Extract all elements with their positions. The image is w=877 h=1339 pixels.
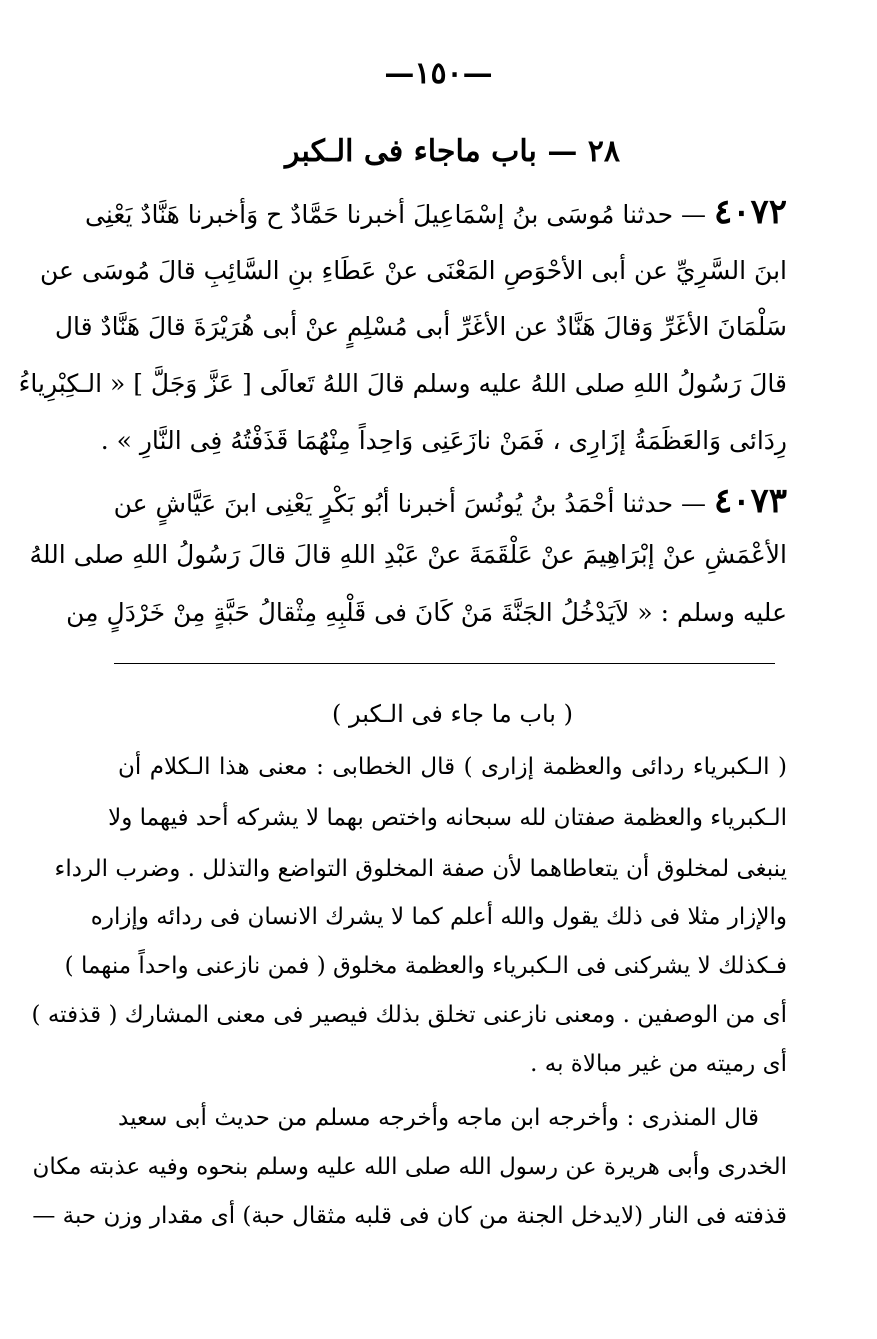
page-number: —١٥٠— [384,56,493,91]
hadith-line: سَلْمَانَ الأغَرِّ وَقالَ هَنَّادٌ عن الأغَرِّ أبى مُسْلِمٍ عنْ أبى هُرَيْرَةَ قالَ هَنَّادٌ قال [54,312,787,341]
chapter-title: باب ماجاء فى الـكبر [285,134,537,169]
commentary-line: والإزار مثلا فى ذلك يقول والله أعلم كما لا يشرك الانسان فى ردائه وإزاره [90,904,787,930]
commentary-title: ( باب ما جاء فى الـكبر ) [332,700,573,728]
hadith-dash: — [681,200,706,229]
commentary-line: قال المنذرى : وأخرجه ابن ماجه وأخرجه مسلم من حديث أبى سعيد [118,1105,759,1131]
hadith-text: حدثنا مُوسَى بنُ إسْمَاعِيلَ أخبرنا حَمَّادٌ ح وَأخبرنا هَنَّادٌ يَعْنِى [85,200,674,229]
hadith-text: حدثنا أحْمَدُ بنُ يُونُسَ أخبرنا أبُو بَكْرٍ يَعْنِى ابنَ عَيَّاشٍ عن [113,489,674,518]
commentary-line: الخدرى وأبى هريرة عن رسول الله صلى الله عليه وسلم بنحوه وفيه عذبته مكان [32,1154,787,1180]
hadith-number: ٤٠٧٣ [713,481,787,521]
chapter-number: ٢٨ [587,134,620,169]
commentary-line: ينبغى لمخلوق أن يتعاطاهما لأن صفة المخلوق التواضع والتذلل . وضرب الرداء [54,856,787,882]
hadith-line: قالَ رَسُولُ اللهِ صلى اللهُ عليه وسلم قالَ اللهُ تَعالَى [ عَزَّ وَجَلَّ ] « الـكِبْرِياءُ [18,369,787,398]
chapter-heading [118,134,787,169]
commentary-line: قذفته فى النار (لايدخل الجنة من كان فى قلبه مثقال حبة) أى مقدار وزن حبة — [32,1203,787,1229]
hadith-line: رِدَائى وَالعَظَمَةُ إزَارِى ، فَمَنْ نازَعَنِى وَاحِداً مِنْهُمَا قَذَفْتُهُ فِى النَّارِ » . [100,426,787,455]
hadith-line: الأعْمَشِ عنْ إبْرَاهِيمَ عنْ عَلْقَمَةَ عنْ عَبْدِ اللهِ قالَ قالَ رَسُولُ اللهِ صلى اللهُ [29,540,787,569]
chapter-dash: — [547,134,578,169]
footnote-divider [114,663,775,664]
hadith-number: ٤٠٧٢ [713,192,787,232]
commentary-line: ( الـكبرياء ردائى والعظمة إزارى ) قال الخطابى : معنى هذا الـكلام أن [118,754,787,780]
hadith-line: ابنَ السَّرِيِّ عن أبى الأحْوَصِ المَعْنَى عنْ عَطَاءِ بنِ السَّائِبِ قالَ مُوسَى عن [40,256,787,285]
hadith-line: عليه وسلم : « لاَيَدْخُلُ الجَنَّةَ مَنْ كَانَ فى قَلْبِهِ مِثْقالُ حَبَّةٍ مِنْ خَرْدَلٍ مِن [66,598,787,627]
commentary-line: أى رميته من غير مبالاة به . [530,1051,787,1077]
hadith-line [85,192,787,232]
commentary-line: أى من الوصفين . ومعنى نازعنى تخلق بذلك فيصير فى معنى المشارك ( قذفته ) [31,1002,787,1028]
commentary-line: الـكبرياء والعظمة صفتان لله سبحانه واختص بهما لا يشركه أحد فيهما ولا [108,805,787,831]
hadith-dash: — [681,489,706,518]
hadith-line [113,481,787,521]
commentary-line: فـكذلك لا يشركنى فى الـكبرياء والعظمة مخلوق ( فمن نازعنى واحداً منهما ) [64,953,787,979]
